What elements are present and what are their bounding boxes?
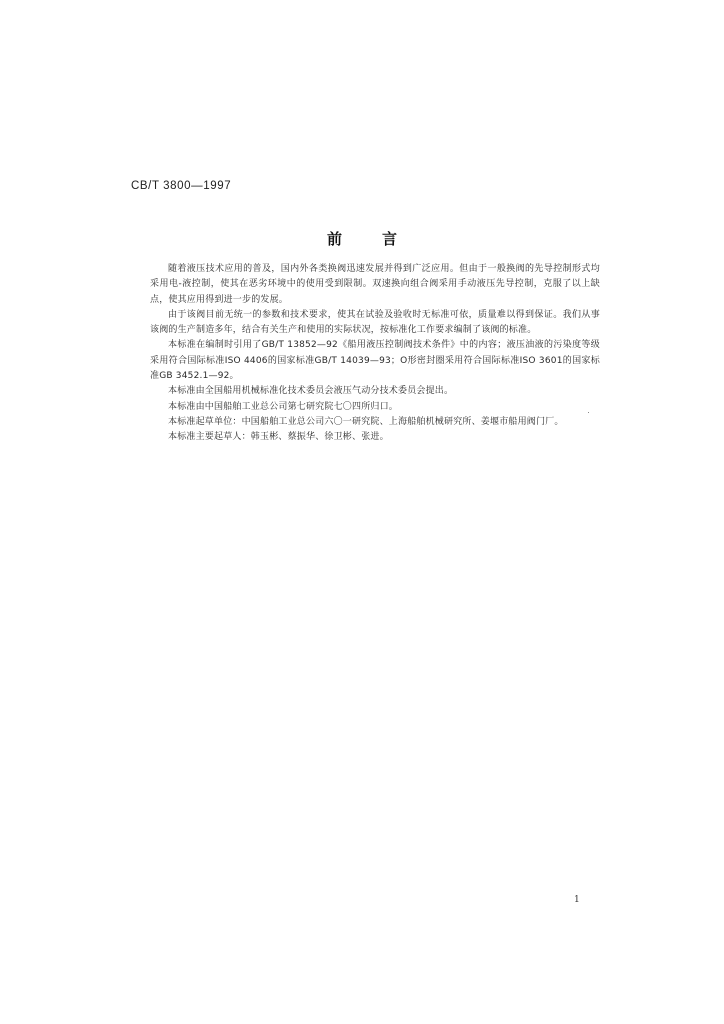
paragraph: 本标准在编制时引用了GB/T 13852—92《船用液压控制阀技术条件》中的内容；液压油液的污染度等级采用符合国际标准ISO 4406的国家标准GB/T 14039—93；O形密封圈采用符合国际标准ISO 3601的国家标准GB 3452.1—92。: [150, 340, 600, 382]
paragraph: 本标准起草单位：中国船舶工业总公司六〇一研究院、上海船舶机械研究所、姜堰市船用阀门厂。: [168, 416, 564, 427]
paragraph: 本标准由中国船舶工业总公司第七研究院七〇四所归口。: [168, 401, 399, 412]
paragraph: 由于该阀目前无统一的参数和技术要求，使其在试验及验收时无标准可依，质量难以得到保证。我们从事该阀的生产制造多年，结合有关生产和使用的实际状况，按标准化工作要求编制了该阀的标准。: [150, 309, 600, 336]
paragraph: 随着液压技术应用的普及，国内外各类换阀迅速发展并得到广泛应用。但由于一般换阀的先导控制形式均采用电-液控制，使其在恶劣环境中的使用受到限制。双速换向组合阀采用手动液压先导控制，克服了以上缺点，使其应用得到进一步的发展。: [150, 264, 600, 305]
standard-code: CB/T 3800—1997: [131, 180, 232, 192]
paragraph: 本标准主要起草人：韩玉彬、蔡振华、徐卫彬、张进。: [168, 432, 389, 443]
page-title: 前言: [326, 230, 437, 248]
scan-artifact: [588, 412, 589, 413]
foreword-body: [150, 262, 600, 446]
paragraph: 本标准由全国船用机械标准化技术委员会液压气动分技术委员会提出。: [168, 386, 454, 397]
page-number: 1: [574, 895, 580, 905]
